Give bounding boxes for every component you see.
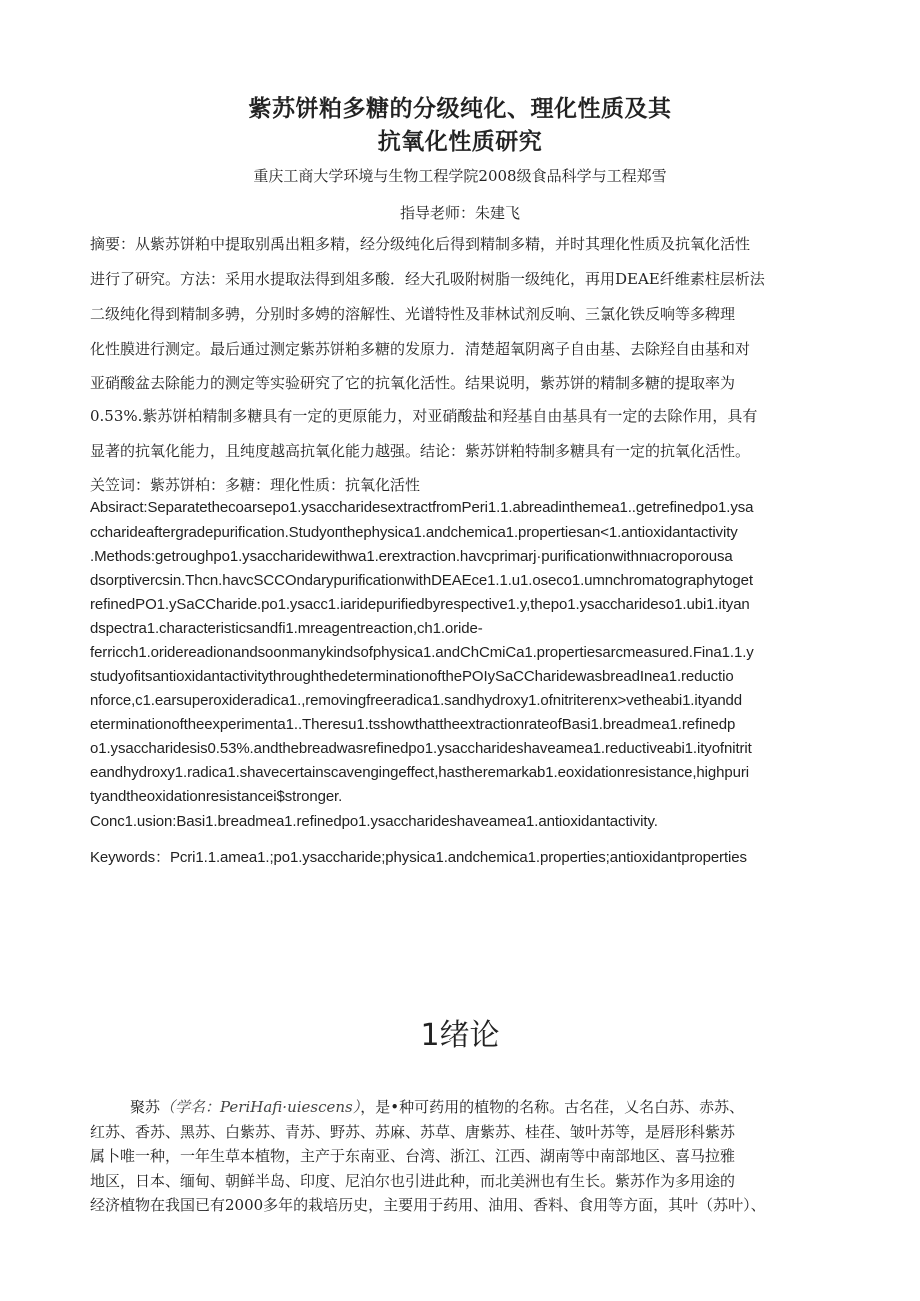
intro-latin-name: （学名：PeriHafi·uiescens）	[160, 1098, 361, 1116]
abstract-en-line: Absiract:Separatethecoarsepo1.ysaccharidesextractfromPeri1.1.abreadinthemea1..getrefinedpo1.ysa	[90, 499, 754, 516]
abstract-en-line: eandhydroxy1.radica1.shavecertainscavengingeffect,hastheremarkab1.eoxidationresistance,highpuri	[90, 764, 749, 781]
abstract-zh-line: 进行了研究。方法：采用水提取法得到俎多酸．经大孔吸附树脂一级纯化，再用DEAE纤维素柱层析法	[90, 270, 765, 288]
abstract-en-line: studyofitsantioxidantactivitythroughthedeterminationofthePOIySaCCharidewasbreadInea1.reductio	[90, 668, 734, 685]
paper-title-line-2: 抗氧化性质研究	[377, 129, 543, 155]
intro-line1-post: ，是•种可药用的植物的名称。古名荏，乂名白苏、赤苏、	[360, 1098, 745, 1116]
keywords-zh: 关笠词：紫苏饼柏：多糖：理化性质：抗氧化活性	[90, 476, 421, 494]
abstract-zh-line: 0.53%.紫苏饼柏精制多糖具有一定的更原能力，对亚硝酸盐和羟基自由基具有一定的去除作用，具有	[90, 407, 758, 425]
abstract-en-line: dsorptivercsin.Thcn.havcSCCOndarypurificationwithDEAEce1.1.u1.oseco1.umnchromatographytoget	[90, 572, 753, 589]
paper-title-line-1: 紫苏饼粕多糖的分级纯化、理化性质及其	[248, 96, 672, 122]
abstract-en-line: ferricch1.oridereadionandsoonmanykindsofphysica1.andChCmiCa1.propertiesarcmeasured.Fina1.1.y	[90, 644, 754, 661]
section-heading: 1绪论	[420, 1018, 500, 1053]
abstract-en-line: eterminationoftheexperimenta1..Theresu1.tsshowthattheextractionrateofBasi1.breadmea1.refinedp	[90, 716, 736, 733]
abstract-zh-line: 二级纯化得到精制多骋，分别时多娉的溶解性、光谱特性及菲林试剂反响、三氯化铁反响等多稗理	[90, 305, 736, 323]
intro-line: 经济植物在我国已有2000多年的栽培历史，主要用于药用、油用、香料、食用等方面，其叶（苏叶）、	[90, 1196, 766, 1214]
abstract-zh-line: 显著的抗氧化能力，且纯度越高抗氧化能力越强。结论：紫苏饼粕特制多糖具有一定的抗氧化活性。	[90, 442, 751, 460]
intro-line1-pre: 聚苏	[130, 1098, 161, 1116]
abstract-en-line: nforce,c1.earsuperoxideradica1.,removingfreeradica1.sandhydroxy1.ofnitriterenx>vetheabi1.ityandd	[90, 692, 743, 709]
abstract-en-line: o1.ysaccharidesis0.53%.andthebreadwasrefinedpo1.ysaccharideshaveamea1.reductiveabi1.ityofnitrit	[90, 740, 752, 757]
abstract-zh-line: 亚硝酸盆去除能力的测定等实验研究了它的抗氧化活性。结果说明，紫苏饼的精制多糖的提取率为	[90, 374, 736, 392]
author-affiliation: 重庆工商大学环境与生物工程学院2008级食品科学与工程郑雪	[253, 167, 667, 185]
abstract-en-line: .Methods:getroughpo1.ysaccharidewithwa1.erextraction.havcprimarj·purificationwithnιacroporousa	[90, 548, 733, 565]
intro-line: 地区，日本、缅甸、朝鲜半岛、印度、尼泊尔也引进此种，而北美洲也有生长。紫苏作为多用途的	[90, 1172, 736, 1190]
abstract-zh-line: 摘要：从紫苏饼粕中提取别禹出粗多精，经分级纯化后得到精制多精，并时其理化性质及抗氧化活性	[90, 235, 751, 253]
abstract-en-line: Conc1.usion:Basi1.breadmea1.refinedpo1.ysaccharideshaveamea1.antioxidantactivity.	[90, 813, 658, 830]
abstract-en-line: dspectra1.characteristicsandfi1.mreagentreaction,ch1.oride-	[90, 620, 483, 637]
keywords-en: Keywords：Pcri1.1.amea1.;po1.ysaccharide;physica1.andchemica1.properties;antioxidantproperties	[90, 849, 747, 866]
intro-line-first	[130, 1096, 744, 1117]
abstract-zh-line: 化性膜进行测定。最后通过测定紫苏饼粕多糖的发原力．清楚超氧阴离子自由基、去除羟自由基和对	[90, 340, 751, 358]
intro-line: 红苏、香苏、黑苏、白紫苏、青苏、野苏、苏麻、苏草、唐紫苏、桂荏、皱叶苏等，是唇形科紫苏	[90, 1123, 736, 1141]
intro-line: 属卜唯一种，一年生草本植物，主产于东南亚、台湾、浙江、江西、湖南等中南部地区、喜马拉雅	[90, 1147, 736, 1165]
abstract-en-line: refinedPO1.ySaCCharide.po1.ysacc1.іaridepurifiedbyrespective1.y,thepo1.ysaccharideso1.ubi1.ityan	[90, 596, 750, 613]
abstract-en-line: ccharideaftergradepurification.Studyoпthephysica1.andchemica1.propertiesan<1.antioxidantactivity	[90, 524, 738, 541]
abstract-en-line: tyandtheoxidationresistancei$stronger.	[90, 788, 343, 805]
advisor-line: 指导老师：朱建飞	[399, 204, 520, 222]
